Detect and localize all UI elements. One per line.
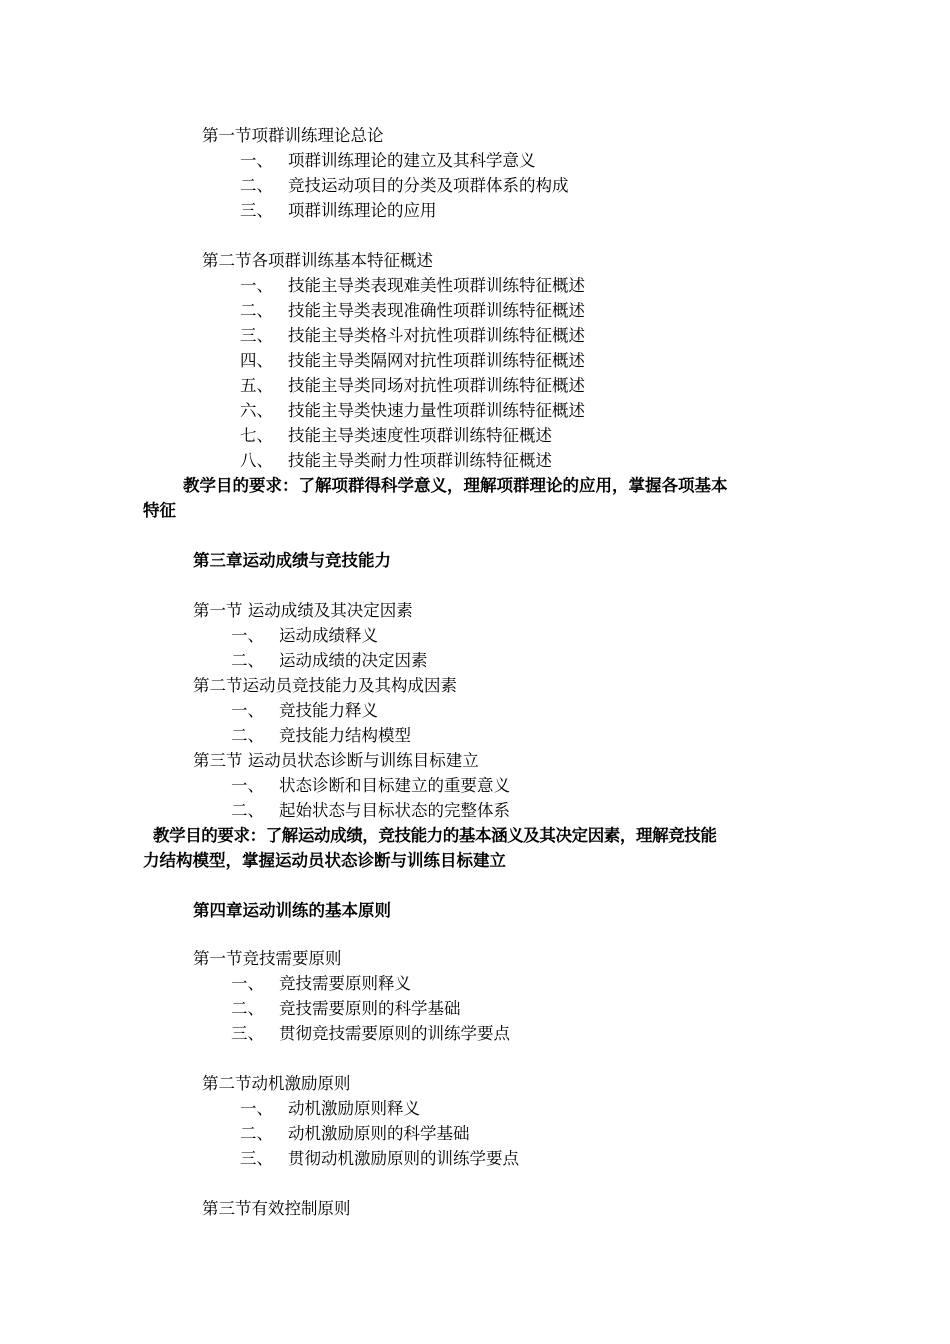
item-number: 三、	[240, 201, 273, 220]
item-number: 二、	[231, 651, 264, 670]
list-item	[240, 425, 552, 447]
list-item	[240, 200, 437, 222]
item-number: 二、	[231, 999, 264, 1018]
item-text: 起始状态与目标状态的完整体系	[279, 801, 510, 820]
item-number: 三、	[240, 326, 273, 345]
item-number: 二、	[231, 801, 264, 820]
section-title: 第二节各项群训练基本特征概述	[202, 251, 433, 270]
chapter-title: 第四章运动训练的基本原则	[193, 901, 391, 920]
list-item	[231, 1023, 510, 1045]
list-item	[231, 998, 461, 1020]
section-title: 第一节竞技需要原则	[193, 949, 342, 968]
item-number: 一、	[231, 776, 264, 795]
item-text: 技能主导类同场对抗性项群训练特征概述	[288, 376, 585, 395]
section-title: 第一节 运动成绩及其决定因素	[193, 601, 413, 620]
section-title: 第一节项群训练理论总论	[202, 126, 384, 145]
item-text: 状态诊断和目标建立的重要意义	[279, 776, 510, 795]
item-text: 技能主导类表现难美性项群训练特征概述	[288, 276, 585, 295]
item-text: 竞技能力结构模型	[279, 726, 411, 745]
list-item	[231, 725, 411, 747]
teaching-goal-line: 特征	[143, 501, 176, 520]
item-number: 八、	[240, 451, 273, 470]
list-item	[231, 650, 428, 672]
item-text: 动机激励原则的科学基础	[288, 1124, 470, 1143]
item-text: 竞技能力释义	[279, 701, 378, 720]
item-text: 项群训练理论的应用	[288, 201, 437, 220]
item-text: 运动成绩释义	[279, 626, 378, 645]
item-number: 一、	[240, 1099, 273, 1118]
item-number: 四、	[240, 351, 273, 370]
item-text: 项群训练理论的建立及其科学意义	[288, 151, 536, 170]
item-text: 竞技需要原则的科学基础	[279, 999, 461, 1018]
list-item	[231, 973, 411, 995]
item-text: 运动成绩的决定因素	[279, 651, 428, 670]
list-item	[240, 325, 585, 347]
list-item	[240, 300, 585, 322]
list-item	[240, 1148, 519, 1170]
teaching-goal-line: 教学目的要求：了解运动成绩，竞技能力的基本涵义及其决定因素，理解竞技能	[153, 826, 717, 845]
item-text: 技能主导类隔网对抗性项群训练特征概述	[288, 351, 585, 370]
list-item	[231, 775, 510, 797]
section-title: 第三节 运动员状态诊断与训练目标建立	[193, 751, 479, 770]
item-number: 七、	[240, 426, 273, 445]
item-number: 一、	[231, 626, 264, 645]
list-item	[240, 1123, 470, 1145]
item-number: 一、	[231, 701, 264, 720]
teaching-goal-line: 力结构模型，掌握运动员状态诊断与训练目标建立	[143, 851, 506, 870]
section-title: 第三节有效控制原则	[202, 1199, 351, 1218]
list-item	[240, 375, 585, 397]
list-item	[231, 625, 378, 647]
item-number: 三、	[240, 1149, 273, 1168]
item-text: 技能主导类快速力量性项群训练特征概述	[288, 401, 585, 420]
teaching-goal-line: 教学目的要求：了解项群得科学意义，理解项群理论的应用，掌握各项基本	[183, 476, 728, 495]
list-item	[240, 275, 585, 297]
item-text: 贯彻动机激励原则的训练学要点	[288, 1149, 519, 1168]
list-item	[240, 1098, 420, 1120]
item-text: 竞技运动项目的分类及项群体系的构成	[288, 176, 569, 195]
item-number: 一、	[240, 276, 273, 295]
item-number: 二、	[231, 726, 264, 745]
item-number: 五、	[240, 376, 273, 395]
item-text: 技能主导类耐力性项群训练特征概述	[288, 451, 552, 470]
item-text: 技能主导类格斗对抗性项群训练特征概述	[288, 326, 585, 345]
list-item	[240, 175, 569, 197]
item-number: 一、	[240, 151, 273, 170]
item-text: 技能主导类表现准确性项群训练特征概述	[288, 301, 585, 320]
list-item	[240, 450, 552, 472]
section-title: 第二节动机激励原则	[202, 1074, 351, 1093]
list-item	[240, 350, 585, 372]
list-item	[240, 150, 536, 172]
item-number: 六、	[240, 401, 273, 420]
chapter-title: 第三章运动成绩与竞技能力	[193, 551, 391, 570]
list-item	[231, 700, 378, 722]
item-number: 二、	[240, 301, 273, 320]
item-text: 技能主导类速度性项群训练特征概述	[288, 426, 552, 445]
list-item	[240, 400, 585, 422]
item-number: 二、	[240, 1124, 273, 1143]
item-number: 三、	[231, 1024, 264, 1043]
item-text: 动机激励原则释义	[288, 1099, 420, 1118]
item-text: 竞技需要原则释义	[279, 974, 411, 993]
item-text: 贯彻竞技需要原则的训练学要点	[279, 1024, 510, 1043]
item-number: 一、	[231, 974, 264, 993]
section-title: 第二节运动员竞技能力及其构成因素	[193, 676, 457, 695]
list-item	[231, 800, 510, 822]
item-number: 二、	[240, 176, 273, 195]
